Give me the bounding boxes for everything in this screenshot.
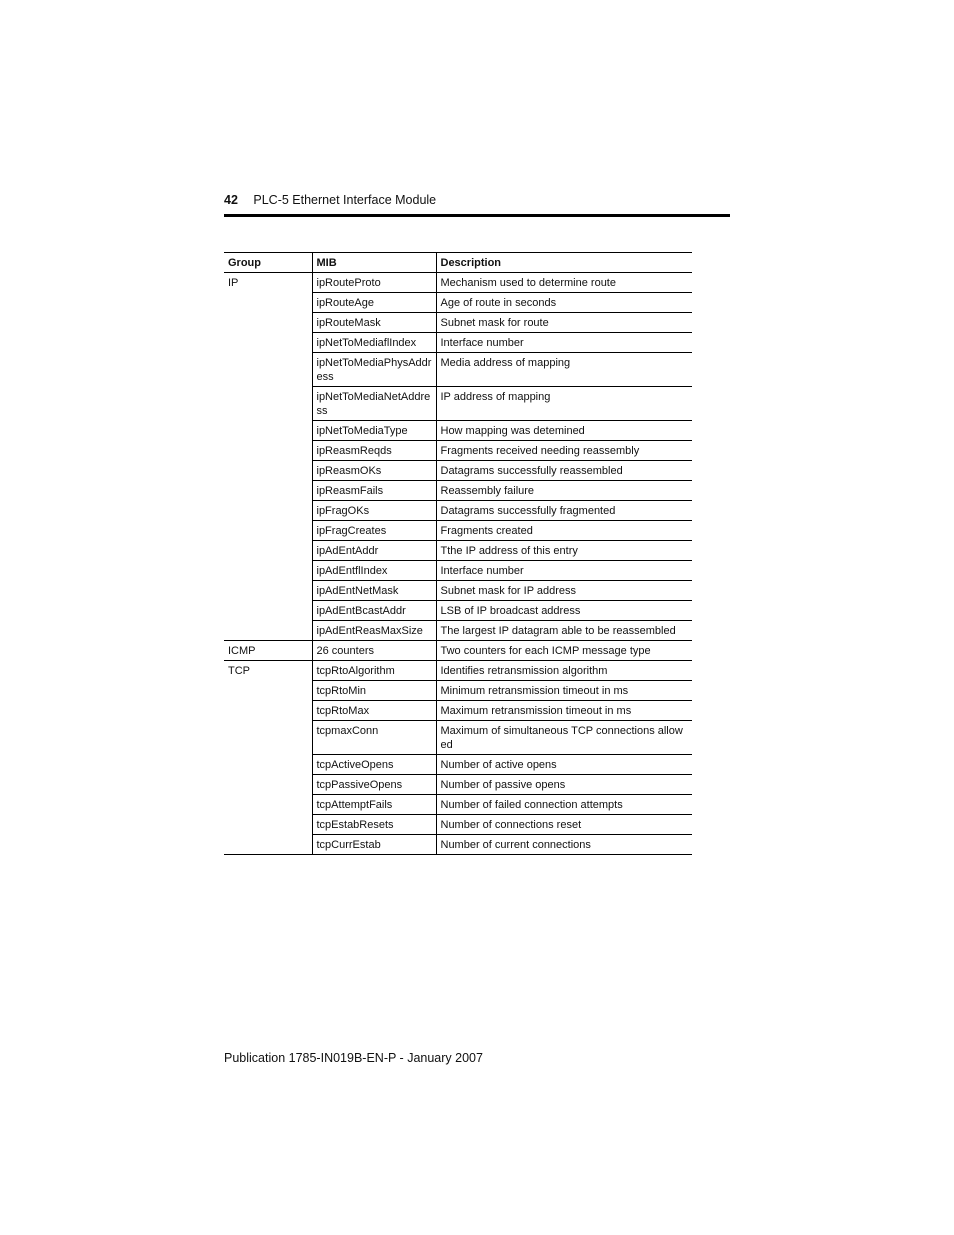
header-rule — [224, 214, 730, 217]
mib-cell: tcpmaxConn — [312, 721, 436, 755]
group-cell — [224, 755, 312, 775]
mib-cell: ipAdEntBcastAddr — [312, 601, 436, 621]
group-cell — [224, 721, 312, 755]
group-cell — [224, 353, 312, 387]
mib-cell: ipAdEntReasMaxSize — [312, 621, 436, 641]
description-cell: Subnet mask for IP address — [436, 581, 692, 601]
group-cell — [224, 387, 312, 421]
group-cell — [224, 681, 312, 701]
mib-cell: tcpAttemptFails — [312, 795, 436, 815]
mib-cell: ipNetToMediaflIndex — [312, 333, 436, 353]
group-cell — [224, 541, 312, 561]
mib-cell: tcpRtoMax — [312, 701, 436, 721]
table-row — [224, 293, 692, 313]
table-row — [224, 775, 692, 795]
group-cell — [224, 501, 312, 521]
description-cell: Number of failed connection attempts — [436, 795, 692, 815]
mib-cell: ipNetToMediaNetAddress — [312, 387, 436, 421]
mib-cell: tcpEstabResets — [312, 815, 436, 835]
table-row — [224, 701, 692, 721]
group-cell — [224, 461, 312, 481]
group-cell — [224, 521, 312, 541]
group-cell: ICMP — [224, 641, 312, 661]
description-cell: Fragments created — [436, 521, 692, 541]
mib-table — [224, 252, 692, 855]
publication-footer: Publication 1785-IN019B-EN-P - January 2007 — [224, 1051, 483, 1065]
group-cell — [224, 795, 312, 815]
table-row — [224, 755, 692, 775]
mib-cell: ipReasmReqds — [312, 441, 436, 461]
mib-cell: ipReasmOKs — [312, 461, 436, 481]
mib-cell: tcpRtoAlgorithm — [312, 661, 436, 681]
table-row — [224, 681, 692, 701]
column-header-group: Group — [224, 253, 312, 273]
table-row — [224, 353, 692, 387]
table-row — [224, 333, 692, 353]
description-cell: Mechanism used to determine route — [436, 273, 692, 293]
description-cell: Interface number — [436, 333, 692, 353]
group-cell — [224, 441, 312, 461]
page-header-title: PLC-5 Ethernet Interface Module — [253, 193, 437, 207]
description-cell: IP address of mapping — [436, 387, 692, 421]
description-cell: Number of passive opens — [436, 775, 692, 795]
mib-cell: ipAdEntflIndex — [312, 561, 436, 581]
group-cell — [224, 333, 312, 353]
group-cell — [224, 835, 312, 855]
table-row — [224, 835, 692, 855]
mib-cell: 26 counters — [312, 641, 436, 661]
table-row — [224, 561, 692, 581]
description-cell: Interface number — [436, 561, 692, 581]
description-cell: Age of route in seconds — [436, 293, 692, 313]
group-cell — [224, 581, 312, 601]
table-row — [224, 273, 692, 293]
column-header-description: Description — [436, 253, 692, 273]
mib-cell: ipAdEntAddr — [312, 541, 436, 561]
table-row — [224, 481, 692, 501]
description-cell: Subnet mask for route — [436, 313, 692, 333]
mib-cell: ipReasmFails — [312, 481, 436, 501]
table-row — [224, 601, 692, 621]
description-cell: LSB of IP broadcast address — [436, 601, 692, 621]
table-header-row — [224, 253, 692, 273]
mib-cell: ipRouteMask — [312, 313, 436, 333]
table-row — [224, 581, 692, 601]
table-row — [224, 461, 692, 481]
mib-cell: tcpRtoMin — [312, 681, 436, 701]
mib-cell: tcpPassiveOpens — [312, 775, 436, 795]
group-cell — [224, 621, 312, 641]
mib-cell: ipNetToMediaType — [312, 421, 436, 441]
description-cell: Minimum retransmission timeout in ms — [436, 681, 692, 701]
group-cell — [224, 601, 312, 621]
table-row — [224, 815, 692, 835]
mib-cell: ipFragOKs — [312, 501, 436, 521]
group-cell — [224, 313, 312, 333]
mib-cell: tcpCurrEstab — [312, 835, 436, 855]
table-row — [224, 795, 692, 815]
description-cell: The largest IP datagram able to be reassembled — [436, 621, 692, 641]
description-cell: Identifies retransmission algorithm — [436, 661, 692, 681]
description-cell: Number of active opens — [436, 755, 692, 775]
group-cell — [224, 561, 312, 581]
description-cell: Tthe IP address of this entry — [436, 541, 692, 561]
group-cell: TCP — [224, 661, 312, 681]
description-cell: Maximum of simultaneous TCP connections allowed — [436, 721, 692, 755]
page-number: 42 — [224, 193, 238, 207]
group-cell — [224, 481, 312, 501]
column-header-mib: MIB — [312, 253, 436, 273]
group-cell — [224, 815, 312, 835]
description-cell: How mapping was detemined — [436, 421, 692, 441]
description-cell: Datagrams successfully reassembled — [436, 461, 692, 481]
table-body — [224, 273, 692, 855]
description-cell: Datagrams successfully fragmented — [436, 501, 692, 521]
description-cell: Number of current connections — [436, 835, 692, 855]
table-row — [224, 621, 692, 641]
table-row — [224, 387, 692, 421]
mib-cell: tcpActiveOpens — [312, 755, 436, 775]
mib-cell: ipAdEntNetMask — [312, 581, 436, 601]
mib-cell: ipRouteProto — [312, 273, 436, 293]
table-row — [224, 501, 692, 521]
mib-cell: ipFragCreates — [312, 521, 436, 541]
group-cell — [224, 701, 312, 721]
description-cell: Fragments received needing reassembly — [436, 441, 692, 461]
group-cell: IP — [224, 273, 312, 293]
table-row — [224, 521, 692, 541]
group-cell — [224, 293, 312, 313]
table-row — [224, 721, 692, 755]
table-row — [224, 661, 692, 681]
description-cell: Number of connections reset — [436, 815, 692, 835]
mib-cell: ipRouteAge — [312, 293, 436, 313]
mib-cell: ipNetToMediaPhysAddress — [312, 353, 436, 387]
page-header — [224, 192, 436, 208]
table-row — [224, 641, 692, 661]
group-cell — [224, 421, 312, 441]
description-cell: Media address of mapping — [436, 353, 692, 387]
table-row — [224, 421, 692, 441]
table-row — [224, 441, 692, 461]
group-cell — [224, 775, 312, 795]
table-row — [224, 541, 692, 561]
description-cell: Two counters for each ICMP message type — [436, 641, 692, 661]
description-cell: Reassembly failure — [436, 481, 692, 501]
table-row — [224, 313, 692, 333]
description-cell: Maximum retransmission timeout in ms — [436, 701, 692, 721]
